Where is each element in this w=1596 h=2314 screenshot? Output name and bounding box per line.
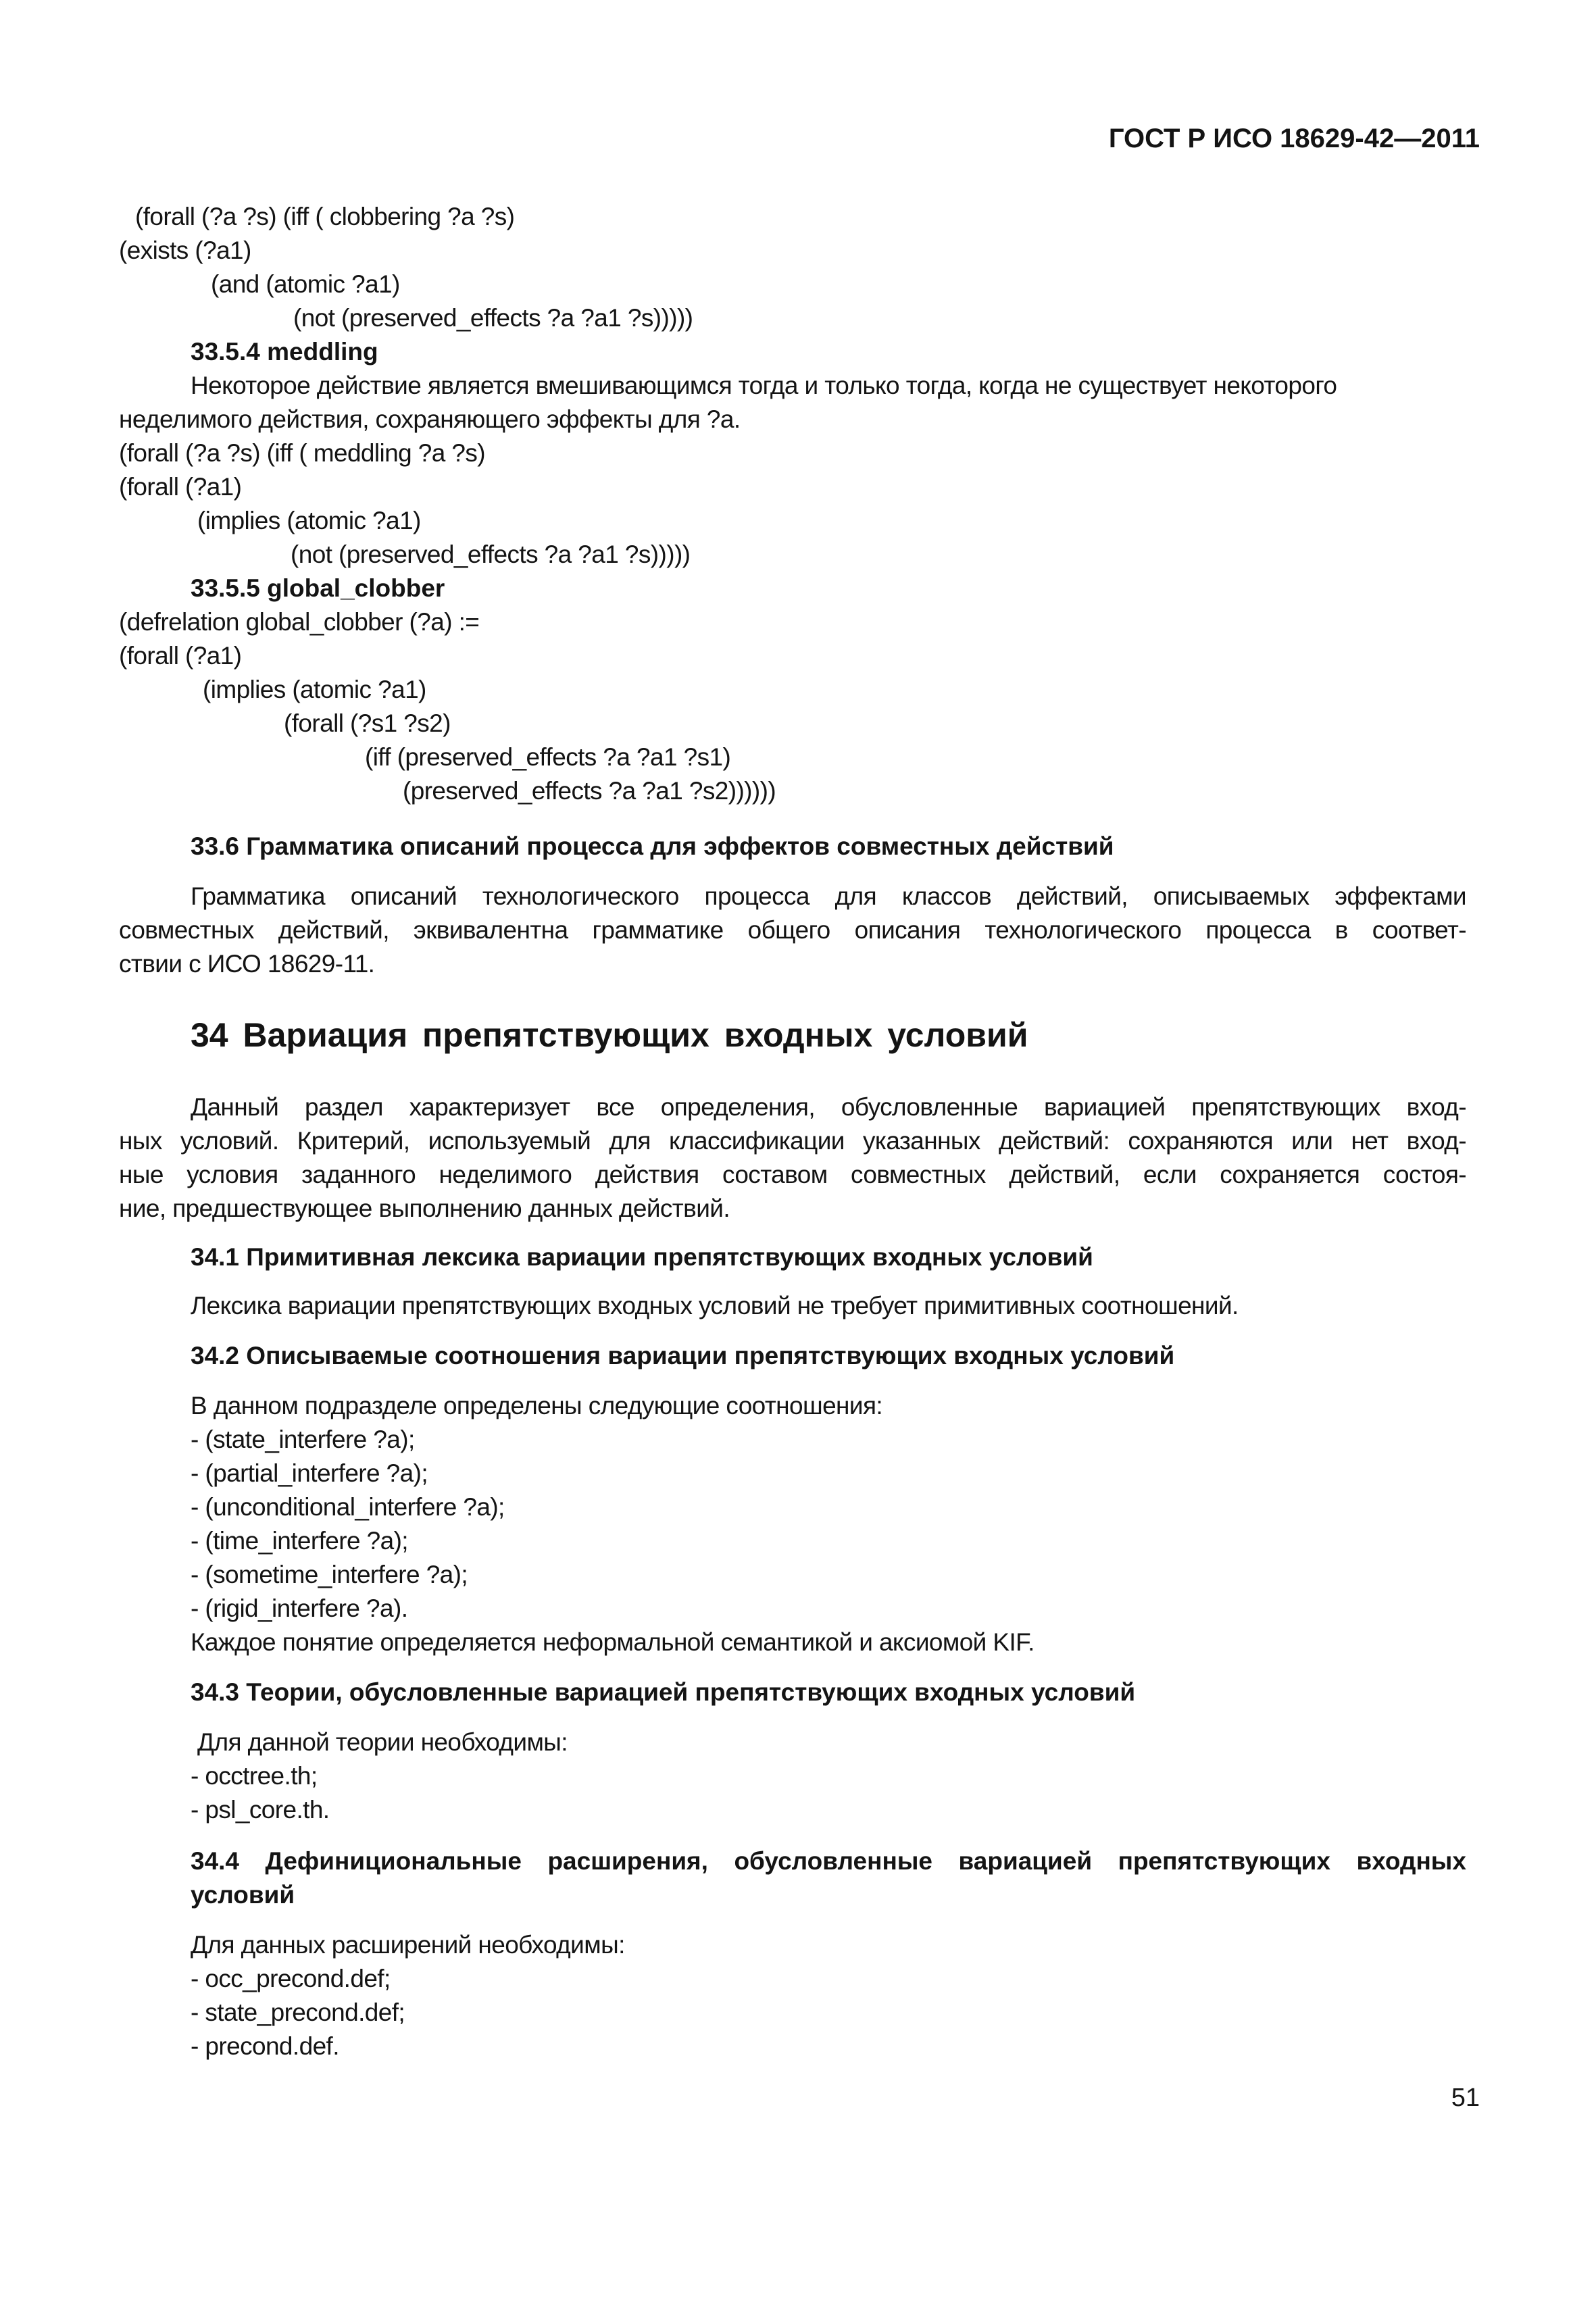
paragraph-line: Данный раздел характеризует все определения, обусловленные вариацией препятствующих вход- — [191, 1093, 1466, 1121]
section-heading-33-5-5: 33.5.5 global_clobber — [191, 574, 445, 602]
section-heading-33-5-4: 33.5.4 meddling — [191, 338, 378, 366]
code-line: (exists (?a1) — [119, 236, 251, 264]
code-line: (forall (?s1 ?s2) — [284, 709, 451, 737]
paragraph-line: Некоторое действие является вмешивающимся тогда и только тогда, когда не существует некоторого — [191, 372, 1337, 399]
code-line: (iff (preserved_effects ?a ?a1 ?s1) — [365, 743, 731, 771]
paragraph-line: Каждое понятие определяется неформальной семантикой и аксиомой KIF. — [191, 1628, 1034, 1656]
paragraph-line: Лексика вариации препятствующих входных условий не требует примитивных соотношений. — [191, 1292, 1239, 1319]
paragraph-line: ние, предшествующее выполнению данных действий. — [119, 1194, 730, 1222]
list-item: - (rigid_interfere ?a). — [191, 1594, 408, 1622]
paragraph-line: ных условий. Критерий, используемый для классификации указанных действий: сохраняются или нет вход- — [119, 1127, 1466, 1155]
section-heading-34-4-cont: условий — [191, 1881, 295, 1909]
section-heading-34: 34 Вариация препятствующих входных условий — [191, 1016, 1028, 1054]
list-item: - (state_interfere ?a); — [191, 1426, 415, 1453]
code-line: (not (preserved_effects ?a ?a1 ?s))))) — [293, 304, 693, 332]
code-line: (forall (?a ?s) (iff ( meddling ?a ?s) — [119, 439, 486, 467]
page-number: 51 — [1451, 2084, 1480, 2112]
paragraph-line: неделимого действия, сохраняющего эффекты для ?a. — [119, 405, 741, 433]
section-heading-34-1: 34.1 Примитивная лексика вариации препятствующих входных условий — [191, 1243, 1093, 1271]
list-item: - (sometime_interfere ?a); — [191, 1561, 468, 1588]
paragraph-line: В данном подразделе определены следующие соотношения: — [191, 1392, 883, 1419]
section-heading-34-3: 34.3 Теории, обусловленные вариацией препятствующих входных условий — [191, 1678, 1136, 1706]
paragraph-line: Для данной теории необходимы: — [197, 1728, 568, 1756]
document-header: ГОСТ Р ИСО 18629-42—2011 — [1108, 124, 1480, 153]
list-item: - state_precond.def; — [191, 1998, 405, 2026]
list-item: - psl_core.th. — [191, 1796, 330, 1823]
section-heading-33-6: 33.6 Грамматика описаний процесса для эффектов совместных действий — [191, 832, 1114, 860]
code-line: (preserved_effects ?a ?a1 ?s2)))))) — [403, 777, 776, 805]
paragraph-line: ствии с ИСО 18629-11. — [119, 950, 375, 978]
paragraph-line: Грамматика описаний технологического процесса для классов действий, описываемых эффектами — [191, 882, 1466, 910]
list-item: - precond.def. — [191, 2032, 339, 2060]
list-item: - (time_interfere ?a); — [191, 1527, 408, 1555]
paragraph-line: совместных действий, эквивалентна грамматике общего описания технологического процесса в соответ- — [119, 916, 1466, 944]
list-item: - occ_precond.def; — [191, 1965, 391, 1992]
section-heading-34-4: 34.4 Дефинициональные расширения, обусловленные вариацией препятствующих входных — [191, 1847, 1466, 1875]
code-line: (forall (?a1) — [119, 642, 242, 670]
code-line: (implies (atomic ?a1) — [197, 507, 421, 534]
list-item: - (partial_interfere ?a); — [191, 1459, 428, 1487]
paragraph-line: Для данных расширений необходимы: — [191, 1931, 625, 1959]
code-line: (forall (?a ?s) (iff ( clobbering ?a ?s) — [135, 203, 515, 230]
section-heading-34-2: 34.2 Описываемые соотношения вариации препятствующих входных условий — [191, 1342, 1175, 1369]
code-line: (and (atomic ?a1) — [211, 270, 400, 298]
code-line: (implies (atomic ?a1) — [203, 676, 426, 703]
paragraph-line: ные условия заданного неделимого действия составом совместных действий, если сохраняется состоя- — [119, 1161, 1466, 1188]
code-line: (forall (?a1) — [119, 473, 242, 501]
list-item: - occtree.th; — [191, 1762, 318, 1790]
code-line: (defrelation global_clobber (?a) := — [119, 608, 480, 636]
code-line: (not (preserved_effects ?a ?a1 ?s))))) — [291, 540, 691, 568]
list-item: - (unconditional_interfere ?a); — [191, 1493, 505, 1521]
